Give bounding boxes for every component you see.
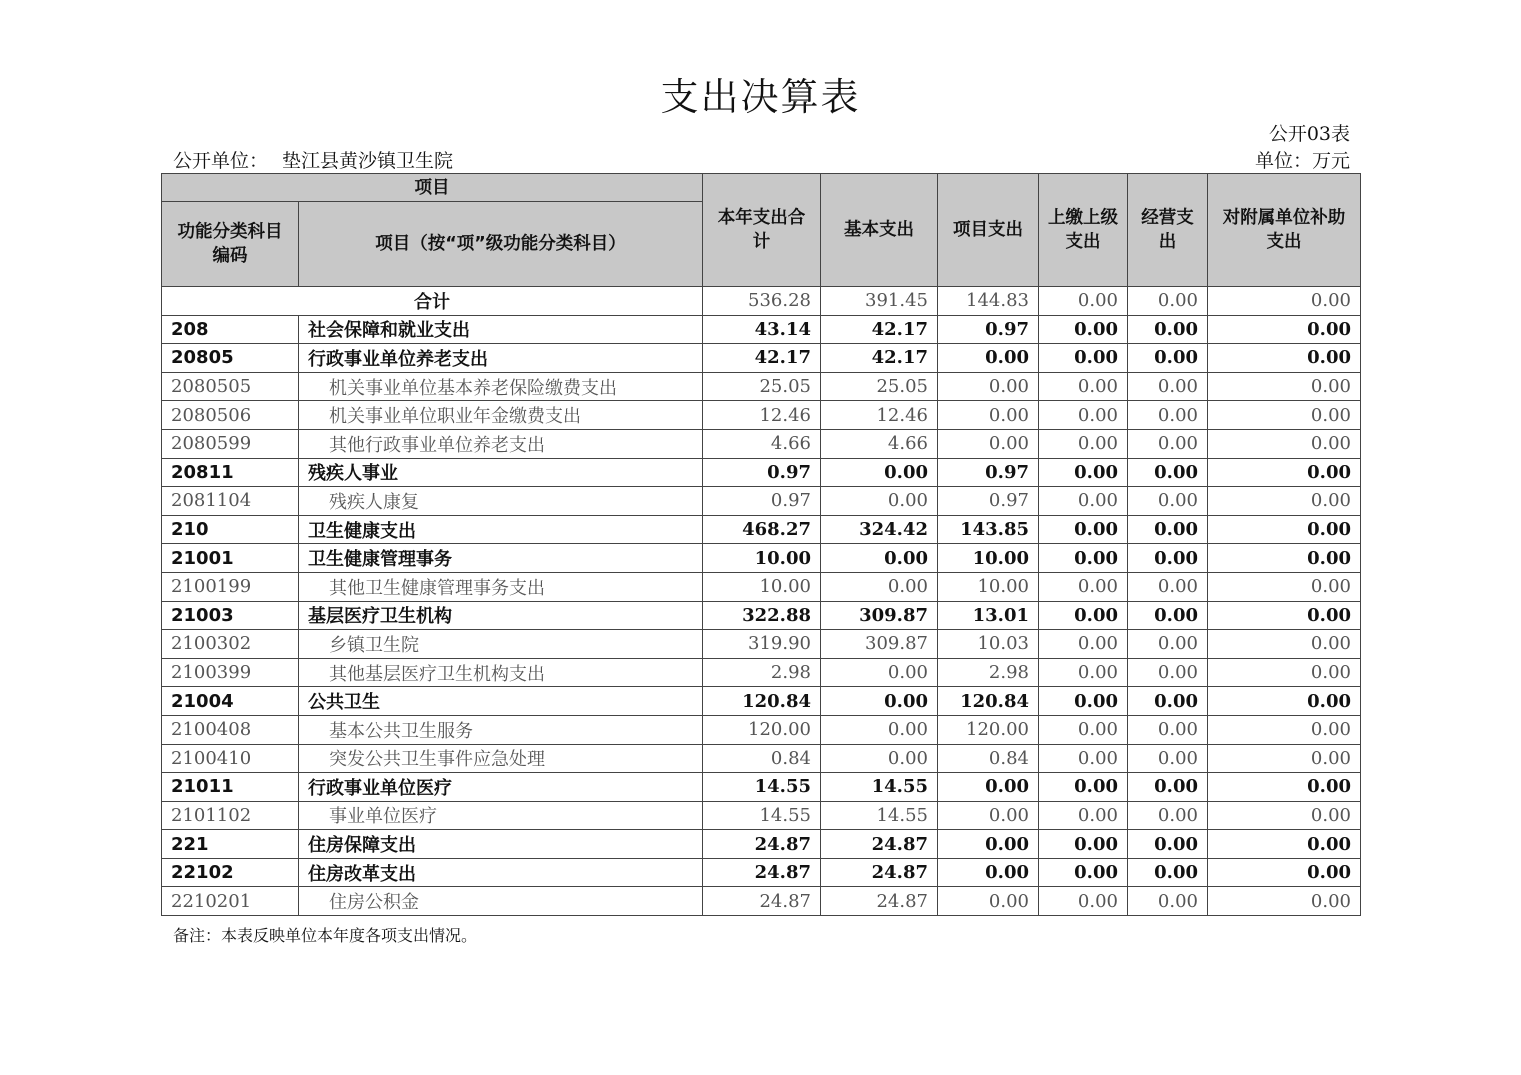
row-value: 468.27: [703, 515, 821, 544]
row-value: 0.00: [1039, 687, 1128, 716]
row-name: 公共卫生: [299, 687, 703, 716]
row-value: 0.00: [1208, 315, 1361, 344]
row-code: 2080505: [162, 372, 299, 401]
row-value: 0.00: [938, 344, 1039, 373]
row-code: 2080599: [162, 429, 299, 458]
row-code: 2100408: [162, 715, 299, 744]
row-value: 0.00: [1128, 487, 1208, 516]
row-value: 0.00: [1039, 715, 1128, 744]
row-value: 0.00: [1208, 601, 1361, 630]
row-value: 0.00: [1208, 344, 1361, 373]
row-value: 0.00: [1128, 715, 1208, 744]
table-row: [162, 687, 1361, 716]
row-name: 其他行政事业单位养老支出: [299, 429, 703, 458]
total-label: 合计: [162, 287, 703, 316]
unit-name: 垫江县黄沙镇卫生院: [282, 150, 454, 172]
row-value: 10.00: [703, 544, 821, 573]
table-row: [162, 830, 1361, 859]
row-value: 0.00: [1039, 372, 1128, 401]
row-value: 143.85: [938, 515, 1039, 544]
row-value: 0.00: [1208, 744, 1361, 773]
row-code: 20811: [162, 458, 299, 487]
table-row: [162, 515, 1361, 544]
header-basic: 基本支出: [821, 174, 938, 287]
row-value: 0.00: [1208, 715, 1361, 744]
row-value: 0.00: [1039, 487, 1128, 516]
row-value: 120.84: [938, 687, 1039, 716]
row-value: 0.00: [1128, 344, 1208, 373]
row-value: 0.00: [821, 715, 938, 744]
header-upper: 上缴上级支出: [1039, 174, 1128, 287]
row-value: 25.05: [703, 372, 821, 401]
row-value: 0.00: [1128, 658, 1208, 687]
row-code: 2100410: [162, 744, 299, 773]
row-value: 0.00: [821, 744, 938, 773]
total-value: 0.00: [1039, 287, 1128, 316]
row-name: 住房改革支出: [299, 858, 703, 887]
row-value: 0.00: [1039, 344, 1128, 373]
row-value: 14.55: [703, 801, 821, 830]
row-code: 2100199: [162, 572, 299, 601]
row-value: 0.00: [1039, 801, 1128, 830]
row-value: 0.00: [1128, 401, 1208, 430]
header-code: 功能分类科目编码: [162, 202, 299, 287]
row-value: 0.00: [1128, 458, 1208, 487]
row-value: 0.00: [1128, 630, 1208, 659]
row-code: 2101102: [162, 801, 299, 830]
row-value: 2.98: [703, 658, 821, 687]
table-row: [162, 429, 1361, 458]
row-value: 0.00: [1128, 515, 1208, 544]
row-value: 42.17: [821, 344, 938, 373]
row-value: 0.00: [1208, 572, 1361, 601]
table-row: [162, 801, 1361, 830]
row-code: 21003: [162, 601, 299, 630]
row-value: 0.00: [1128, 687, 1208, 716]
row-value: 0.00: [1208, 630, 1361, 659]
row-value: 0.00: [1208, 830, 1361, 859]
unit-label: 公开单位：: [173, 150, 269, 172]
row-value: 0.00: [1128, 572, 1208, 601]
row-value: 0.00: [1039, 458, 1128, 487]
row-value: 0.00: [1208, 687, 1361, 716]
row-value: 0.00: [1039, 315, 1128, 344]
row-value: 0.00: [938, 401, 1039, 430]
row-value: 0.00: [821, 544, 938, 573]
row-value: 0.00: [1039, 887, 1128, 916]
row-name: 住房公积金: [299, 887, 703, 916]
row-value: 0.00: [1039, 515, 1128, 544]
table-row: [162, 630, 1361, 659]
row-value: 0.00: [1208, 773, 1361, 802]
row-value: 0.00: [1039, 773, 1128, 802]
row-value: 0.00: [821, 487, 938, 516]
row-value: 24.87: [821, 830, 938, 859]
row-value: 24.87: [821, 887, 938, 916]
total-value: 144.83: [938, 287, 1039, 316]
row-value: 0.00: [821, 687, 938, 716]
row-code: 208: [162, 315, 299, 344]
header-project: 项目支出: [938, 174, 1039, 287]
row-value: 0.00: [1128, 858, 1208, 887]
row-value: 0.00: [1128, 801, 1208, 830]
total-value: 391.45: [821, 287, 938, 316]
row-value: 42.17: [703, 344, 821, 373]
header-name: 项目（按“项”级功能分类科目）: [299, 202, 703, 287]
row-value: 0.00: [938, 372, 1039, 401]
row-code: 210: [162, 515, 299, 544]
row-name: 基层医疗卫生机构: [299, 601, 703, 630]
header-total: 本年支出合计: [703, 174, 821, 287]
row-name: 社会保障和就业支出: [299, 315, 703, 344]
row-value: 0.97: [703, 487, 821, 516]
row-value: 0.00: [1128, 830, 1208, 859]
row-name: 其他卫生健康管理事务支出: [299, 572, 703, 601]
row-value: 0.00: [1128, 544, 1208, 573]
row-value: 0.00: [821, 458, 938, 487]
row-value: 12.46: [703, 401, 821, 430]
row-name: 行政事业单位养老支出: [299, 344, 703, 373]
row-value: 24.87: [703, 887, 821, 916]
row-name: 基本公共卫生服务: [299, 715, 703, 744]
table-row: [162, 572, 1361, 601]
row-value: 0.00: [1039, 744, 1128, 773]
row-value: 10.00: [938, 572, 1039, 601]
row-name: 机关事业单位基本养老保险缴费支出: [299, 372, 703, 401]
row-value: 120.84: [703, 687, 821, 716]
row-value: 0.00: [1128, 744, 1208, 773]
row-value: 0.00: [1128, 773, 1208, 802]
row-value: 10.00: [938, 544, 1039, 573]
row-name: 突发公共卫生事件应急处理: [299, 744, 703, 773]
row-value: 0.00: [1039, 658, 1128, 687]
row-value: 0.97: [938, 315, 1039, 344]
expenditure-table: [161, 173, 1361, 916]
row-value: 0.00: [1128, 429, 1208, 458]
row-value: 24.87: [703, 830, 821, 859]
row-value: 0.00: [1208, 515, 1361, 544]
row-value: 309.87: [821, 630, 938, 659]
row-value: 14.55: [821, 773, 938, 802]
row-value: 24.87: [703, 858, 821, 887]
row-value: 0.00: [1128, 372, 1208, 401]
table-row: [162, 773, 1361, 802]
row-value: 0.00: [938, 830, 1039, 859]
row-value: 10.00: [703, 572, 821, 601]
header-project-group: 项目: [162, 174, 703, 202]
row-value: 0.00: [1039, 830, 1128, 859]
row-value: 12.46: [821, 401, 938, 430]
row-code: 2080506: [162, 401, 299, 430]
header-business: 经营支出: [1128, 174, 1208, 287]
row-value: 0.00: [1128, 601, 1208, 630]
row-code: 21004: [162, 687, 299, 716]
row-value: 0.00: [1208, 658, 1361, 687]
row-code: 21001: [162, 544, 299, 573]
row-value: 0.00: [938, 773, 1039, 802]
row-code: 2100302: [162, 630, 299, 659]
row-value: 0.00: [1039, 630, 1128, 659]
row-code: 21011: [162, 773, 299, 802]
row-value: 0.00: [1128, 887, 1208, 916]
row-value: 0.00: [1039, 544, 1128, 573]
row-value: 0.00: [821, 658, 938, 687]
reporting-unit: [173, 146, 453, 173]
row-name: 卫生健康支出: [299, 515, 703, 544]
table-row: [162, 887, 1361, 916]
header-subsidiary: 对附属单位补助支出: [1208, 174, 1361, 287]
table-number: 公开03表: [1268, 123, 1350, 145]
row-value: 0.00: [938, 429, 1039, 458]
row-code: 2210201: [162, 887, 299, 916]
row-value: 0.00: [1039, 401, 1128, 430]
table-row: [162, 715, 1361, 744]
row-value: 0.00: [1208, 487, 1361, 516]
row-name: 乡镇卫生院: [299, 630, 703, 659]
row-value: 0.00: [938, 801, 1039, 830]
row-value: 0.00: [938, 887, 1039, 916]
row-value: 42.17: [821, 315, 938, 344]
table-row: [162, 401, 1361, 430]
row-value: 24.87: [821, 858, 938, 887]
row-name: 残疾人事业: [299, 458, 703, 487]
row-value: 324.42: [821, 515, 938, 544]
row-value: 0.00: [1208, 429, 1361, 458]
row-value: 0.00: [1208, 544, 1361, 573]
total-value: 536.28: [703, 287, 821, 316]
row-value: 14.55: [821, 801, 938, 830]
row-value: 0.97: [703, 458, 821, 487]
row-name: 事业单位医疗: [299, 801, 703, 830]
row-value: 0.00: [1128, 315, 1208, 344]
row-value: 0.00: [1208, 887, 1361, 916]
table-row: [162, 544, 1361, 573]
page-title: 支出决算表: [660, 75, 861, 119]
row-name: 机关事业单位职业年金缴费支出: [299, 401, 703, 430]
row-value: 0.84: [938, 744, 1039, 773]
row-code: 20805: [162, 344, 299, 373]
row-value: 2.98: [938, 658, 1039, 687]
row-value: 25.05: [821, 372, 938, 401]
row-value: 0.00: [938, 858, 1039, 887]
row-name: 行政事业单位医疗: [299, 773, 703, 802]
table-row: [162, 858, 1361, 887]
row-value: 322.88: [703, 601, 821, 630]
table-row: [162, 601, 1361, 630]
row-value: 0.84: [703, 744, 821, 773]
row-value: 0.00: [1039, 858, 1128, 887]
row-value: 120.00: [938, 715, 1039, 744]
table-row: [162, 487, 1361, 516]
row-value: 0.00: [1039, 572, 1128, 601]
row-code: 2081104: [162, 487, 299, 516]
row-value: 309.87: [821, 601, 938, 630]
total-row: [162, 287, 1361, 316]
row-name: 卫生健康管理事务: [299, 544, 703, 573]
table-row: [162, 372, 1361, 401]
row-value: 120.00: [703, 715, 821, 744]
row-value: 14.55: [703, 773, 821, 802]
row-value: 0.00: [1208, 401, 1361, 430]
money-unit: 单位：万元: [1254, 150, 1350, 172]
row-value: 0.00: [1208, 801, 1361, 830]
row-code: 221: [162, 830, 299, 859]
row-value: 319.90: [703, 630, 821, 659]
row-value: 0.00: [1208, 372, 1361, 401]
row-value: 4.66: [703, 429, 821, 458]
table-row: [162, 344, 1361, 373]
row-value: 0.00: [821, 572, 938, 601]
table-row: [162, 458, 1361, 487]
table-row: [162, 744, 1361, 773]
row-value: 0.00: [1039, 429, 1128, 458]
footnote: 备注：本表反映单位本年度各项支出情况。: [173, 926, 478, 945]
row-name: 残疾人康复: [299, 487, 703, 516]
row-value: 0.00: [1039, 601, 1128, 630]
total-value: 0.00: [1208, 287, 1361, 316]
row-value: 43.14: [703, 315, 821, 344]
total-value: 0.00: [1128, 287, 1208, 316]
row-value: 0.00: [1208, 858, 1361, 887]
row-value: 4.66: [821, 429, 938, 458]
row-value: 10.03: [938, 630, 1039, 659]
row-name: 其他基层医疗卫生机构支出: [299, 658, 703, 687]
table-row: [162, 315, 1361, 344]
row-value: 0.97: [938, 487, 1039, 516]
row-value: 0.97: [938, 458, 1039, 487]
row-value: 13.01: [938, 601, 1039, 630]
row-name: 住房保障支出: [299, 830, 703, 859]
row-code: 2100399: [162, 658, 299, 687]
row-value: 0.00: [1208, 458, 1361, 487]
row-code: 22102: [162, 858, 299, 887]
table-row: [162, 658, 1361, 687]
